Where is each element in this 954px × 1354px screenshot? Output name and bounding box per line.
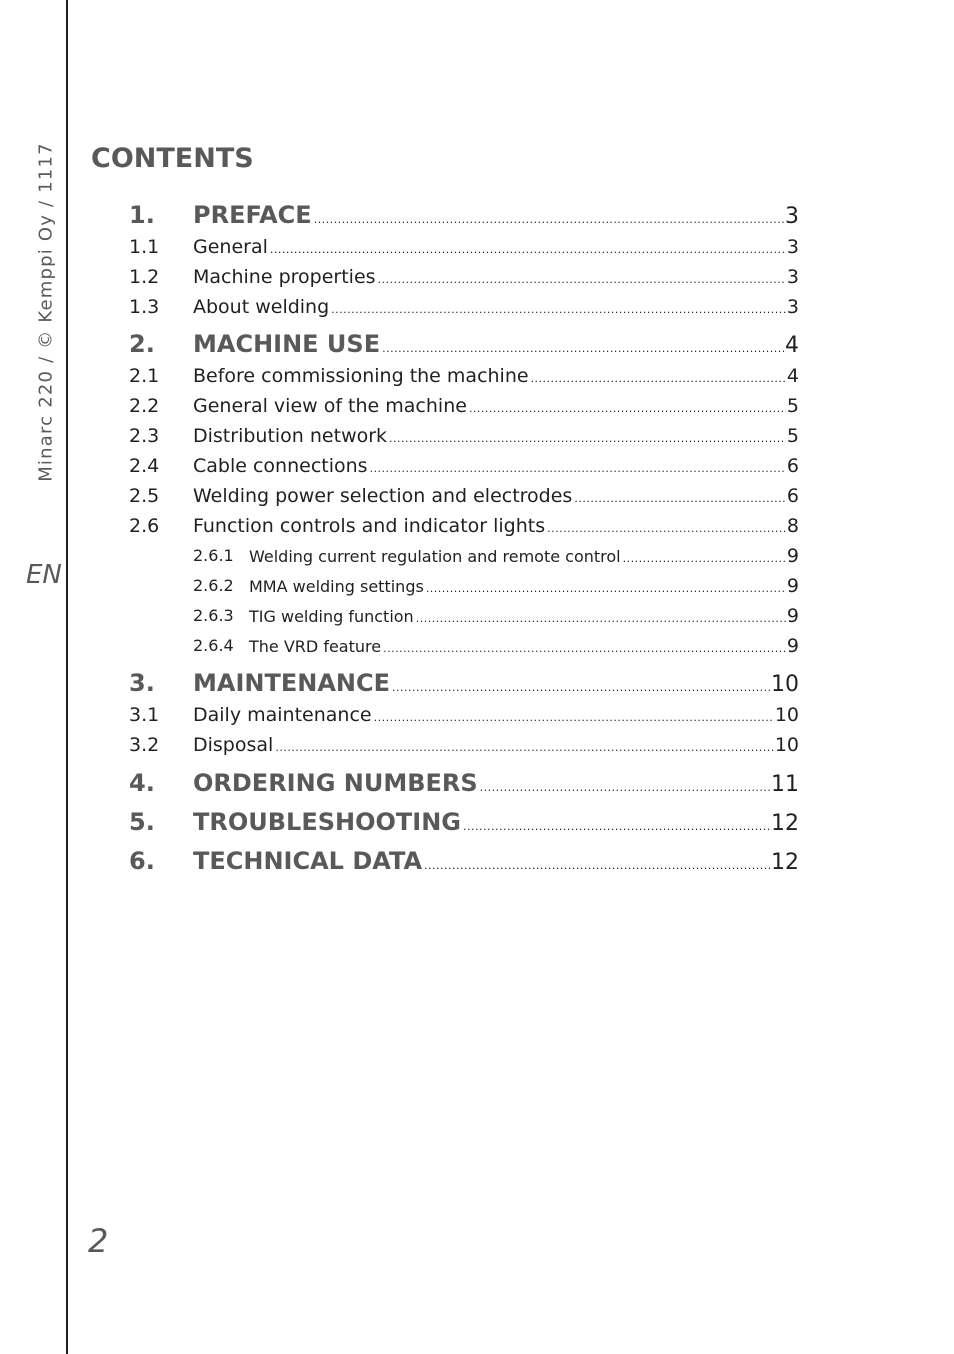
toc-entry-number: 6.	[129, 847, 155, 875]
toc-entry-number: 3.2	[129, 734, 160, 756]
toc-entry-label: Welding power selection and electrodes	[193, 485, 573, 507]
toc-entry-line	[193, 451, 799, 484]
toc-entry-page: 6	[786, 455, 799, 477]
dot-leader	[480, 771, 770, 805]
toc-entry-label: MAINTENANCE	[193, 669, 390, 697]
toc-entry-2[interactable]	[0, 327, 954, 361]
dot-leader	[275, 733, 773, 763]
toc-entry-page: 10	[774, 734, 799, 756]
toc-entry-line	[193, 700, 799, 733]
toc-entry-number: 3.1	[129, 704, 160, 726]
toc-entry-page: 3	[786, 296, 799, 318]
toc-entry-page: 4	[785, 333, 799, 358]
toc-entry-label: TROUBLESHOOTING	[193, 808, 461, 836]
toc-entry-2-6-1[interactable]	[0, 541, 954, 571]
toc-entry-2-6-3[interactable]	[0, 601, 954, 631]
toc-entry-number: 2.	[129, 330, 155, 358]
dot-leader	[623, 544, 786, 574]
toc-entry-line	[193, 232, 799, 265]
toc-entry-line	[193, 262, 799, 295]
toc-entry-label: Distribution network	[193, 425, 388, 447]
dot-leader	[370, 454, 786, 484]
dot-leader	[547, 514, 786, 544]
toc-entry-line	[249, 601, 799, 634]
toc-entry-label: MACHINE USE	[193, 330, 381, 358]
dot-leader	[378, 265, 786, 295]
toc-entry-line	[249, 541, 799, 574]
toc-entry-label: Machine properties	[193, 266, 376, 288]
dot-leader	[270, 235, 786, 265]
toc-entry-2-5[interactable]	[0, 481, 954, 511]
toc-entry-page: 11	[771, 772, 799, 797]
toc-entry-page: 8	[786, 515, 799, 537]
dot-leader	[374, 703, 774, 733]
toc-entry-label: Welding current regulation and remote control	[249, 547, 621, 566]
toc-entry-number: 1.1	[129, 236, 160, 258]
dot-leader	[424, 849, 770, 883]
toc-entry-label: The VRD feature	[249, 637, 382, 656]
language-code: EN	[26, 560, 62, 590]
toc-entry-label: General	[193, 236, 268, 258]
page-title: CONTENTS	[91, 143, 254, 174]
toc-entry-label: TECHNICAL DATA	[193, 847, 423, 875]
toc-entry-3-2[interactable]	[0, 730, 954, 760]
toc-entry-line	[193, 766, 799, 805]
toc-entry-label: ORDERING NUMBERS	[193, 769, 478, 797]
toc-entry-3[interactable]	[0, 666, 954, 700]
toc-entry-2-4[interactable]	[0, 451, 954, 481]
toc-entry-1-2[interactable]	[0, 262, 954, 292]
toc-entry-2-2[interactable]	[0, 391, 954, 421]
toc-entry-page: 3	[786, 236, 799, 258]
dot-leader	[389, 424, 786, 454]
toc-entry-number: 2.4	[129, 455, 160, 477]
toc-entry-line	[249, 631, 799, 664]
toc-entry-number: 4.	[129, 769, 155, 797]
toc-entry-page: 10	[774, 704, 799, 726]
toc-entry-number: 2.6.2	[193, 576, 234, 595]
toc-entry-label: PREFACE	[193, 201, 312, 229]
toc-entry-5[interactable]	[0, 805, 954, 839]
toc-entry-page: 10	[771, 672, 799, 697]
toc-entry-3-1[interactable]	[0, 700, 954, 730]
dot-leader	[383, 634, 786, 664]
toc-entry-number: 1.3	[129, 296, 160, 318]
toc-entry-line	[193, 292, 799, 325]
toc-entry-line	[193, 361, 799, 394]
dot-leader	[531, 364, 786, 394]
toc-entry-page: 5	[786, 425, 799, 447]
toc-entry-6[interactable]	[0, 844, 954, 878]
toc-entry-page: 6	[786, 485, 799, 507]
toc-entry-line	[193, 421, 799, 454]
toc-entry-1-1[interactable]	[0, 232, 954, 262]
toc-entry-2-6-4[interactable]	[0, 631, 954, 661]
toc-entry-1[interactable]	[0, 198, 954, 232]
toc-entry-number: 2.1	[129, 365, 160, 387]
toc-entry-number: 1.	[129, 201, 155, 229]
toc-entry-number: 2.6.3	[193, 606, 234, 625]
toc-entry-label: Disposal	[193, 734, 274, 756]
toc-entry-number: 2.6	[129, 515, 160, 537]
toc-entry-line	[193, 481, 799, 514]
toc-entry-label: MMA welding settings	[249, 577, 424, 596]
toc-entry-label: Function controls and indicator lights	[193, 515, 546, 537]
toc-entry-2-6-2[interactable]	[0, 571, 954, 601]
toc-entry-line	[249, 571, 799, 604]
toc-entry-page: 3	[785, 204, 799, 229]
dot-leader	[426, 574, 786, 604]
dot-leader	[463, 810, 770, 844]
toc-entry-line	[193, 730, 799, 763]
toc-entry-number: 2.6.4	[193, 636, 234, 655]
toc-entry-page: 12	[771, 811, 799, 836]
toc-entry-line	[193, 511, 799, 544]
toc-entry-number: 1.2	[129, 266, 160, 288]
dot-leader	[331, 295, 786, 325]
toc-entry-2-6[interactable]	[0, 511, 954, 541]
toc-entry-4[interactable]	[0, 766, 954, 800]
toc-entry-number: 2.6.1	[193, 546, 234, 565]
page-number: 2	[88, 1222, 109, 1260]
toc-entry-label: Before commissioning the machine	[193, 365, 529, 387]
toc-entry-number: 2.3	[129, 425, 160, 447]
dot-leader	[574, 484, 786, 514]
toc-entry-page: 9	[786, 575, 799, 597]
dot-leader	[469, 394, 786, 424]
toc-entry-label: General view of the machine	[193, 395, 467, 417]
toc-entry-line	[193, 805, 799, 844]
toc-entry-number: 2.5	[129, 485, 160, 507]
toc-entry-2-3[interactable]	[0, 421, 954, 451]
toc-entry-label: TIG welding function	[249, 607, 414, 626]
toc-entry-2-1[interactable]	[0, 361, 954, 391]
toc-entry-page: 12	[771, 850, 799, 875]
toc-entry-label: Daily maintenance	[193, 704, 372, 726]
toc-entry-page: 4	[786, 365, 799, 387]
toc-entry-1-3[interactable]	[0, 292, 954, 322]
toc-entry-line	[193, 844, 799, 883]
toc-entry-page: 3	[786, 266, 799, 288]
dot-leader	[416, 604, 786, 634]
toc-entry-page: 9	[786, 605, 799, 627]
toc-entry-number: 5.	[129, 808, 155, 836]
toc-entry-label: Cable connections	[193, 455, 368, 477]
document-footer-vertical: Minarc 220 / © Kemppi Oy / 1117	[35, 142, 57, 482]
toc-entry-line	[193, 391, 799, 424]
toc-entry-page: 9	[786, 635, 799, 657]
toc-entry-page: 9	[786, 545, 799, 567]
toc-entry-number: 3.	[129, 669, 155, 697]
toc-entry-page: 5	[786, 395, 799, 417]
toc-entry-number: 2.2	[129, 395, 160, 417]
toc-entry-label: About welding	[193, 296, 330, 318]
